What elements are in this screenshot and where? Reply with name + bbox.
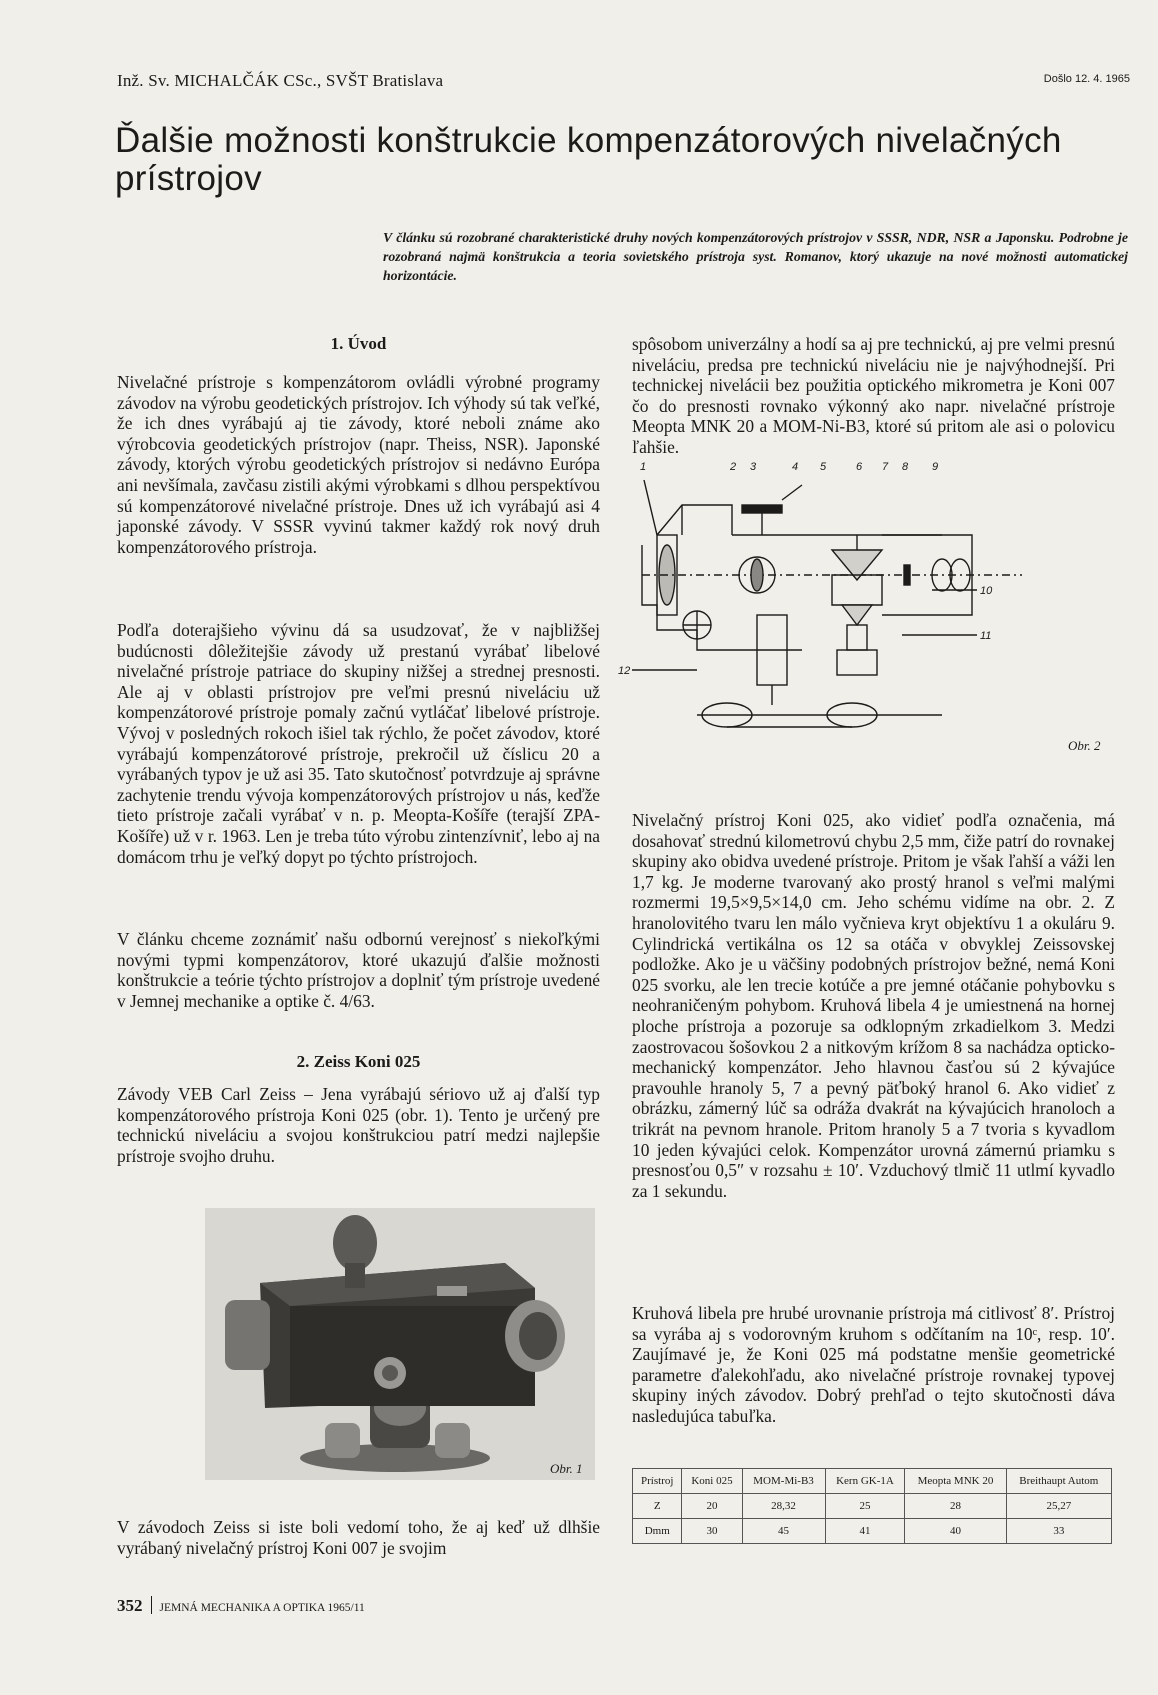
paragraph: Podľa doterajšieho vývinu dá sa usudzovať, že v najbližšej budúcnosti dôležitejšie závody už prestanú vyrábať libelové nivelačné prístroje patriace do skupiny nižšej a strednej presnosti. Ale aj v oblasti prístrojov pre veľmi presnú niveláciu už kompenzátorové prístroje pomaly začnú vytláčať libelové prístroje. Vývoj v posledných rokoch išiel tak rýchlo, že počet závodov, ktoré vyrábajú kompenzátorové prístroje, prekročil už číslicu 20 a vyrábaných typov je už asi 35. Tato skutočnosť potvrdzuje aj správne zachytenie trendu vývoja kompenzátorových prístrojov u nás, keďže tieto prístroje začali vyrábať v n. p. Meopta-Košíře (terajší ZPA-Košíře) už v r. 1963. Len je treba túto výrobu zintenzívniť, lebo aj na domácom trhu je veľký dopyt po týchto prístrojoch. — [117, 620, 600, 867]
paragraph: V závodoch Zeiss si iste boli vedomí toho, že aj keď už dlhšie vyrábaný nivelačný prístroj Koni 007 je svojim — [117, 1517, 600, 1558]
paragraph: V článku chceme zoznámiť našu odbornú verejnosť s niekoľkými novými typmi kompenzátorov, ktoré ukazujú ďalšie možnosti konštrukcie a teórie týchto prístrojov a doplniť tým prístroje uvedené v Jemnej mechanike a optike č. 4/63. — [117, 929, 600, 1011]
table-header-row — [633, 1469, 1112, 1494]
page-number: 352 — [117, 1596, 143, 1615]
section-heading-koni: 2. Zeiss Koni 025 — [296, 1052, 421, 1071]
table-cell: Z — [633, 1494, 682, 1519]
footer-divider — [151, 1596, 152, 1614]
figure-2-schematic — [618, 461, 1092, 790]
callout-3: 3 — [750, 461, 757, 473]
section-heading-intro: 1. Úvod — [330, 334, 387, 353]
paragraph: Závody VEB Carl Zeiss – Jena vyrábajú sériovo už aj ďalší typ kompenzátorového prístroja Koni 025 (obr. 1). Tento je určený pre technickú niveláciu a svojou konštrukciou patrí medzi najlepšie prístroje svojho druhu. — [117, 1084, 600, 1166]
comparison-table — [632, 1468, 1112, 1544]
paragraph: spôsobom univerzálny a hodí sa aj pre technickú, aj pre velmi presnú niveláciu, predsa pre technickú niveláciu nie je najvýhodnejší. Pri technickej nivelácii bez použitia optického mikrometra je Koni 007 čo do presnosti rovnako výkonný ako napr. nivelačné prístroje Meopta MNK 20 a MOM-Ni-B3, ktoré sú pritom ale asi o polovicu ľahšie. — [632, 334, 1115, 457]
figure-2-caption: Obr. 2 — [1068, 738, 1101, 753]
table-cell: 28,32 — [742, 1494, 825, 1519]
paragraph: Nivelačný prístroj Koni 025, ako vidieť podľa označenia, má dosahovať strednú kilometrovú chybu 2,5 mm, čiže patrí do rovnakej skupiny ako obidva uvedené prístroje. Pritom je však ľahší a váži len 1,7 kg. Je moderne tvarovaný ako prostý hranol s veľmi malými rozmermi 19,5×9,5×14,0 cm. Jeho schému vidíme na obr. 2. Z hranolovitého tvaru len málo vyčnieva kryt objektívu 1 a okuláru 9. Cylindrická vertikálna os 12 sa otáča v obvyklej Zeissovskej podložke. Ako je u väčšiny podobných prístrojov bežné, nemá Koni 025 svorku, ale len trecie kotúče a pre jemné otáčanie pohybovku s neohraničeným pohybom. Kruhová libela 4 je umiestnená na hornej ploche prístroja a pozoruje sa odklopným zrkadielkom 3. Medzi zaostrovacou šošovkou 2 a nitkovým krížom 8 sa nachádza opticko-mechanický kompenzátor. Jeho hlavnou časťou sú 2 kývajúce pravouhle hranoly 5, 7 a pevný päťboký hranol 6. Ako vidieť z obrázku, zámerný lúč sa odráža dvakrát na kývajúcich hranoloch a trikrát na pevnom hranole. Pritom hranoly 5 a 7 tvoria s kyvadlom 10 jeden kývajúci celok. Kompenzátor urovná zámernú priamku s presnosťou 0,5″ v rozsahu ± 10′. Vzduchový tlmič 11 utlmí kyvadlo za 1 sekundu. — [632, 810, 1115, 1201]
figure-1-photo — [205, 1208, 595, 1480]
callout-4: 4 — [792, 461, 799, 473]
koni-025-schematic — [618, 461, 1092, 790]
table-row — [633, 1519, 1112, 1544]
callout-2: 2 — [730, 461, 737, 473]
table-header-cell: MOM-Mi-B3 — [742, 1469, 825, 1494]
callout-1: 1 — [640, 461, 647, 473]
journal-name: JEMNÁ MECHANIKA A OPTIKA 1965/11 — [159, 1602, 365, 1614]
table-row — [633, 1494, 1112, 1519]
author-line: Inž. Sv. MICHALČÁK CSc., SVŠT Bratislava — [117, 71, 444, 90]
table-cell: 45 — [742, 1519, 825, 1544]
callout-9: 9 — [932, 461, 939, 473]
table-cell: 40 — [905, 1519, 1006, 1544]
table-cell: 41 — [825, 1519, 905, 1544]
table-cell: 30 — [682, 1519, 742, 1544]
callout-12: 12 — [618, 665, 631, 677]
callout-6: 6 — [856, 461, 863, 473]
table-cell: Dmm — [633, 1519, 682, 1544]
table-cell: 25 — [825, 1494, 905, 1519]
table-header-cell: Koni 025 — [682, 1469, 742, 1494]
article-title: Ďalšie možnosti konštrukcie kompenzátorových nivelačných prístrojov — [115, 121, 1062, 198]
article-abstract: V článku sú rozobrané charakteristické druhy nových kompenzátorových prístrojov v SSSR, NDR, NSR a Japonsku. Podrobne je rozobraná najmä konštrukcia a teoria sovietského prístroja syst. Romanov, ktorý ukazuje na nové možnosti automatickej horizontácie. — [383, 230, 1128, 283]
figure-1-caption: Obr. 1 — [550, 1461, 583, 1476]
page-footer — [117, 1596, 365, 1616]
paragraph: Nivelačné prístroje s kompenzátorom ovládli výrobné programy závodov na výrobu geodetických prístrojov. Ich výhody sú tak veľké, že ich dnes vyrábajú aj tie závody, ktoré neboli známe ako výrobcovia geodetických prístrojov (napr. Theiss, NSR). Japonské závody, ktorých výrobu geodetických prístrojov si nedávno Európa ani nevšímala, zavčasu zistili akými výrobkami s dlhou perspektívou sú kompenzátorové nivelačné prístroje. Dnes už ich vyrábajú asi 4 japonské závody. V SSSR vyvinú takmer každý rok nový druh kompenzátorového prístroja. — [117, 372, 600, 557]
callout-11: 11 — [980, 630, 992, 642]
table-header-cell: Breithaupt Autom — [1006, 1469, 1111, 1494]
table-cell: 20 — [682, 1494, 742, 1519]
table-header-cell: Meopta MNK 20 — [905, 1469, 1006, 1494]
table-header-cell: Kern GK-1A — [825, 1469, 905, 1494]
paragraph: Kruhová libela pre hrubé urovnanie prístroja má citlivosť 8′. Prístroj sa vyrába aj s vodorovným kruhom s odčítaním na 10ᶜ, resp. 10′. Zaujímavé je, že Koni 025 má podstatne menšie geometrické parametre ďalekohľadu, ako nivelačné prístroje rovnakej typovej skupiny iných závodov. Dobrý prehľad o tejto skutočnosti dáva nasledujúca tabuľka. — [632, 1303, 1115, 1426]
instrument-photo — [205, 1208, 595, 1480]
table-cell: 28 — [905, 1494, 1006, 1519]
callout-5: 5 — [820, 461, 827, 473]
table-cell: 33 — [1006, 1519, 1111, 1544]
table-cell: 25,27 — [1006, 1494, 1111, 1519]
received-date: Došlo 12. 4. 1965 — [1043, 73, 1130, 85]
callout-10: 10 — [980, 585, 993, 597]
callout-8: 8 — [902, 461, 909, 473]
callout-7: 7 — [882, 461, 889, 473]
table-header-cell: Prístroj — [633, 1469, 682, 1494]
